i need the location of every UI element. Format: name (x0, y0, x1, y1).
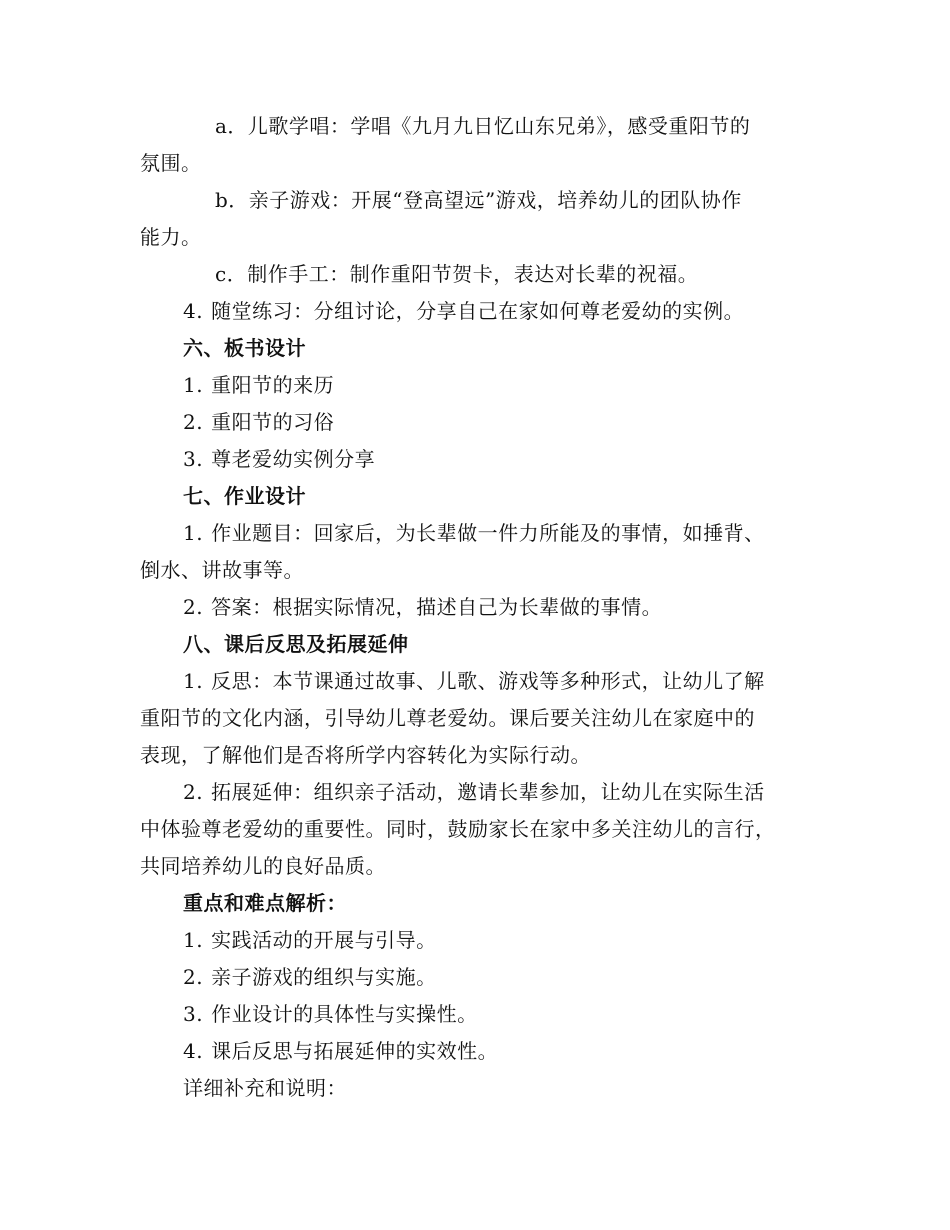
keypoint-item (183, 963, 437, 991)
homework-item-1 (183, 519, 765, 547)
practice-number: 4. (183, 299, 204, 323)
activity-b-line1: b．亲子游戏：开展“登高望远”游戏，培养幼儿的团队协作 (215, 188, 742, 212)
supplement-label: 详细补充和说明： (183, 1076, 347, 1100)
reflection-line2: 重阳节的文化内涵，引导幼儿尊老爱幼。课后要关注幼儿在家庭中的 (140, 706, 755, 730)
keypoint-number: 3. (183, 1002, 204, 1026)
board-item-number: 1. (183, 373, 204, 397)
extension-number: 2. (183, 780, 204, 804)
board-item (183, 371, 334, 399)
keypoint-item (183, 1037, 498, 1065)
reflection-line3: 表现，了解他们是否将所学内容转化为实际行动。 (140, 743, 591, 767)
extension-text: 拓展延伸：组织亲子活动，邀请长辈参加，让幼儿在实际生活 (211, 780, 765, 804)
keypoint-text: 作业设计的具体性与实操性。 (211, 1002, 478, 1026)
keypoint-text: 亲子游戏的组织与实施。 (211, 965, 437, 989)
keypoint-number: 4. (183, 1039, 204, 1063)
extension-item (183, 778, 765, 806)
activity-a-line1: a．儿歌学唱：学唱《九月九日忆山东兄弟》，感受重阳节的 (215, 114, 751, 138)
board-item-text: 重阳节的习俗 (211, 410, 335, 434)
board-item (183, 445, 375, 473)
section8-heading: 八、课后反思及拓展延伸 (183, 632, 409, 656)
homework-text: 答案：根据实际情况，描述自己为长辈做的事情。 (211, 595, 663, 619)
extension-line3: 共同培养幼儿的良好品质。 (140, 854, 386, 878)
reflection-number: 1. (183, 669, 204, 693)
homework-item-2 (183, 593, 662, 621)
homework-text: 作业题目：回家后，为长辈做一件力所能及的事情，如捶背、 (211, 521, 765, 545)
keypoints-heading: 重点和难点解析： (183, 891, 347, 915)
keypoint-number: 1. (183, 928, 204, 952)
section6-heading: 六、板书设计 (183, 336, 306, 360)
practice-text: 随堂练习：分组讨论，分享自己在家如何尊老爱幼的实例。 (211, 299, 745, 323)
activity-b-line2: 能力。 (140, 225, 202, 249)
keypoint-item (183, 926, 437, 954)
practice-item (183, 297, 744, 325)
homework-number: 1. (183, 521, 204, 545)
board-item-number: 2. (183, 410, 204, 434)
reflection-text: 反思：本节课通过故事、儿歌、游戏等多种形式，让幼儿了解 (211, 669, 765, 693)
board-item-text: 重阳节的来历 (211, 373, 335, 397)
homework-number: 2. (183, 595, 204, 619)
board-item (183, 408, 334, 436)
board-item-number: 3. (183, 447, 204, 471)
extension-line2: 中体验尊老爱幼的重要性。同时，鼓励家长在家中多关注幼儿的言行， (140, 817, 776, 841)
reflection-item (183, 667, 765, 695)
keypoint-text: 课后反思与拓展延伸的实效性。 (211, 1039, 499, 1063)
homework-item-1-cont: 倒水、讲故事等。 (140, 558, 304, 582)
keypoint-text: 实践活动的开展与引导。 (211, 928, 437, 952)
board-item-text: 尊老爱幼实例分享 (211, 447, 376, 471)
section7-heading: 七、作业设计 (183, 484, 306, 508)
keypoint-number: 2. (183, 965, 204, 989)
activity-a-line2: 氛围。 (140, 151, 202, 175)
activity-c: c．制作手工：制作重阳节贺卡，表达对长辈的祝福。 (215, 262, 699, 286)
keypoint-item (183, 1000, 478, 1028)
